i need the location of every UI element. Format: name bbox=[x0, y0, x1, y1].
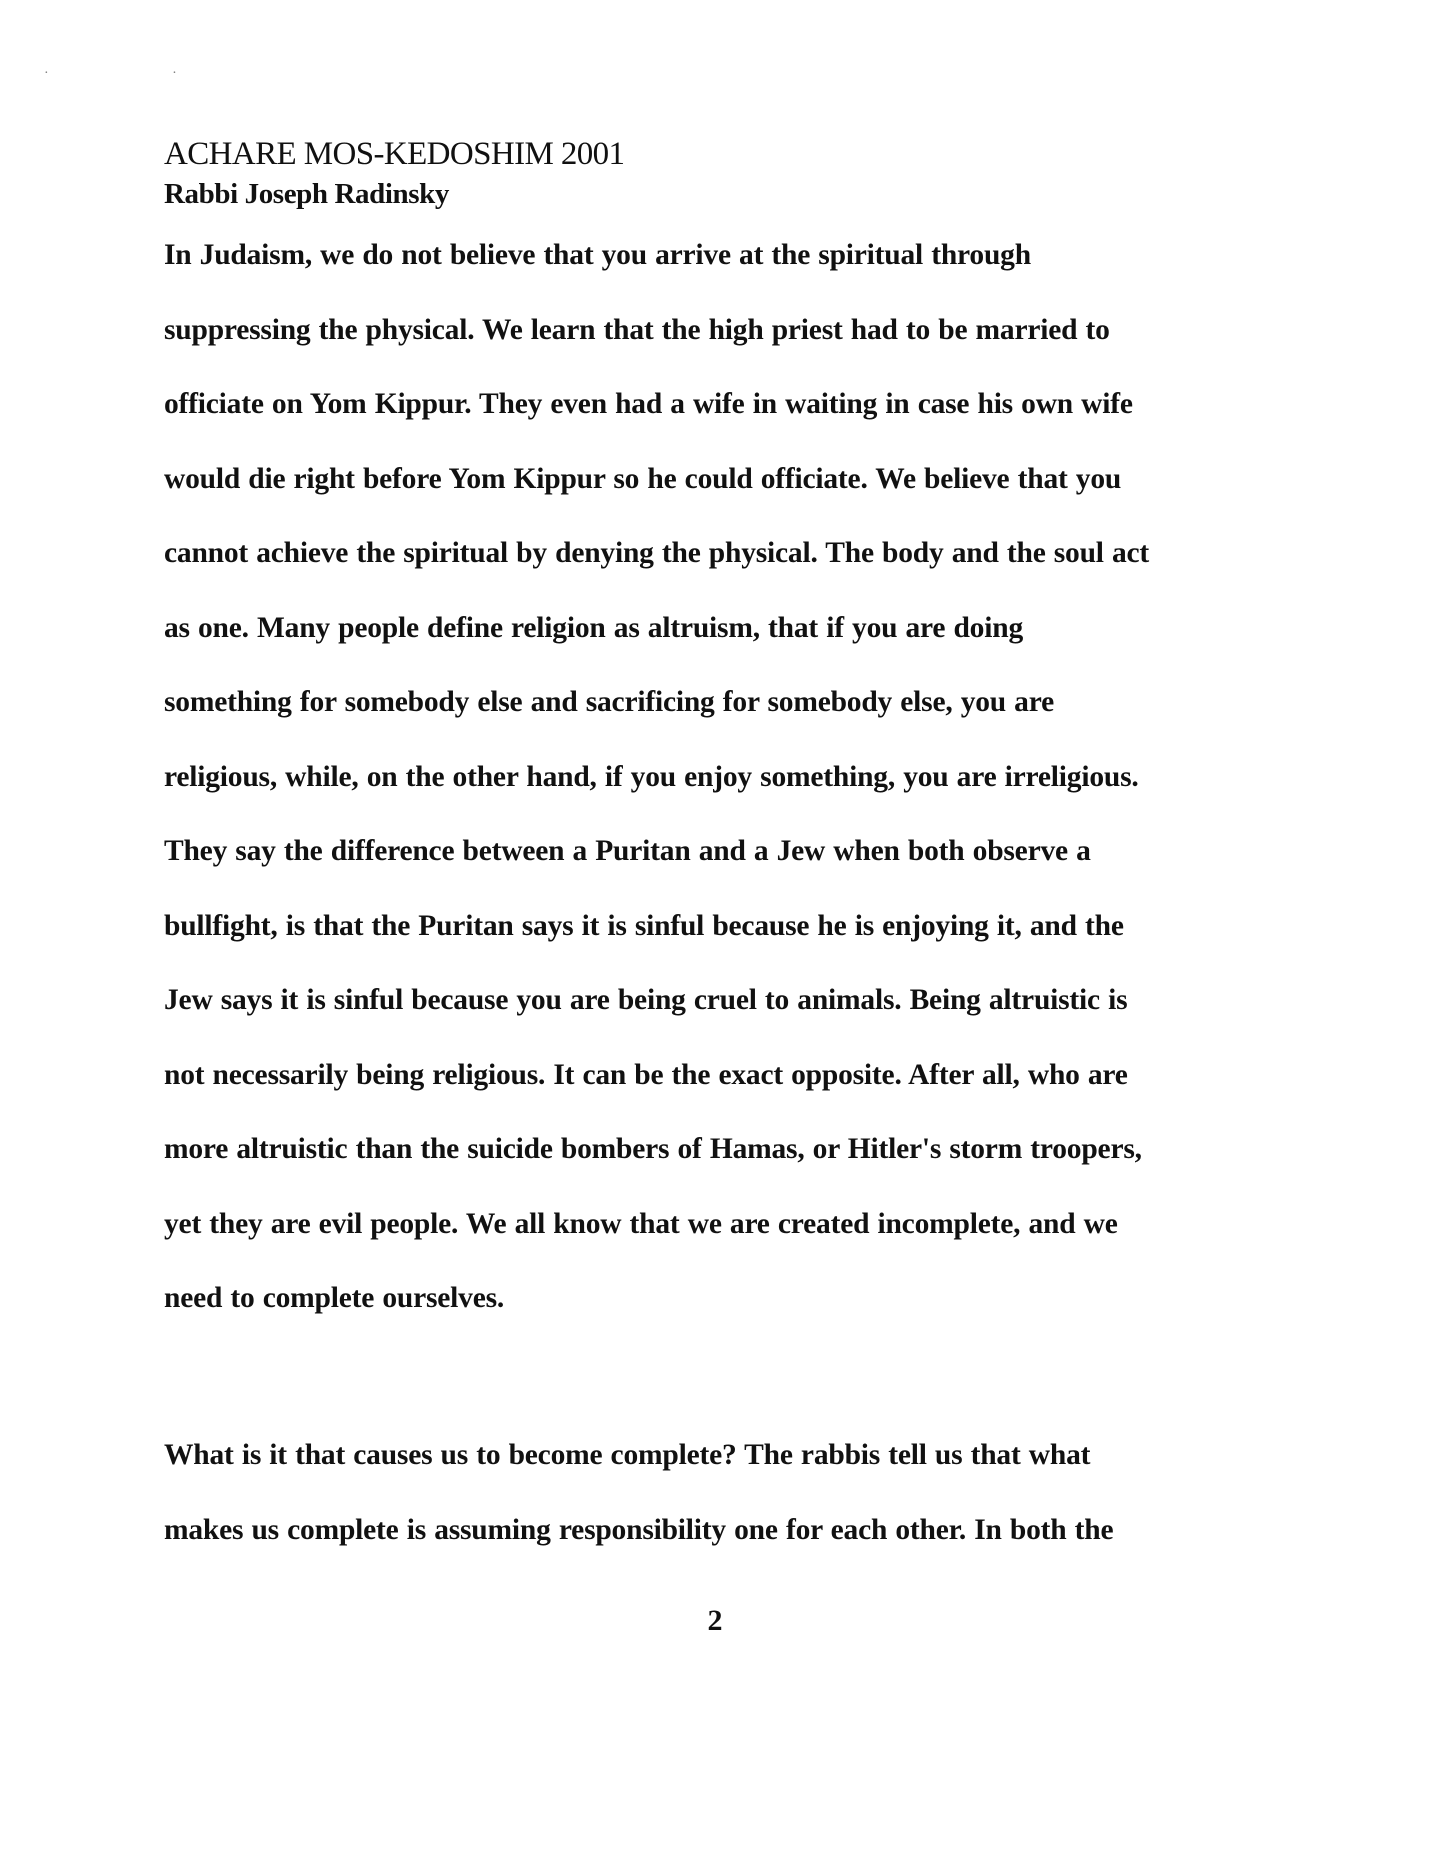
text-line: religious, while, on the other hand, if you enjoy something, you are irreligious. bbox=[164, 760, 1139, 793]
text-line: officiate on Yom Kippur. They even had a wife in waiting in case his own wife bbox=[164, 388, 1133, 420]
document-header bbox=[164, 134, 624, 214]
text-line: In Judaism, we do not believe that you arrive at the spiritual through bbox=[164, 239, 1031, 271]
scan-specks: · · bbox=[44, 66, 237, 81]
text-line: more altruistic than the suicide bombers of Hamas, or Hitler's storm troopers, bbox=[164, 1133, 1142, 1165]
text-line: Jew says it is sinful because you are being cruel to animals. Being altruistic is bbox=[164, 984, 1128, 1016]
text-line: yet they are evil people. We all know that we are created incomplete, and we bbox=[164, 1207, 1118, 1240]
text-line: suppressing the physical. We learn that the high priest had to be married to bbox=[164, 313, 1110, 346]
document-title: ACHARE MOS-KEDOSHIM 2001 bbox=[164, 136, 625, 172]
text-line: makes us complete is assuming responsibility one for each other. In both the bbox=[164, 1513, 1114, 1546]
text-line: not necessarily being religious. It can be the exact opposite. After all, who are bbox=[164, 1058, 1128, 1091]
text-line: would die right before Yom Kippur so he could officiate. We believe that you bbox=[164, 462, 1122, 495]
paragraph-1 bbox=[164, 218, 1274, 1336]
text-line: bullfight, is that the Puritan says it is sinful because he is enjoying it, and the bbox=[164, 909, 1124, 942]
text-line: as one. Many people define religion as altruism, that if you are doing bbox=[164, 611, 1023, 644]
text-line: need to complete ourselves. bbox=[164, 1282, 505, 1314]
text-line: They say the difference between a Puritan and a Jew when both observe a bbox=[164, 835, 1091, 867]
document-author: Rabbi Joseph Radinsky bbox=[164, 178, 449, 210]
paragraph-2 bbox=[164, 1418, 1274, 1567]
text-line: What is it that causes us to become complete? The rabbis tell us that what bbox=[164, 1439, 1091, 1471]
text-line: something for somebody else and sacrificing for somebody else, you are bbox=[164, 686, 1054, 718]
text-line: cannot achieve the spiritual by denying the physical. The body and the soul act bbox=[164, 537, 1150, 569]
page-number: 2 bbox=[707, 1604, 723, 1637]
